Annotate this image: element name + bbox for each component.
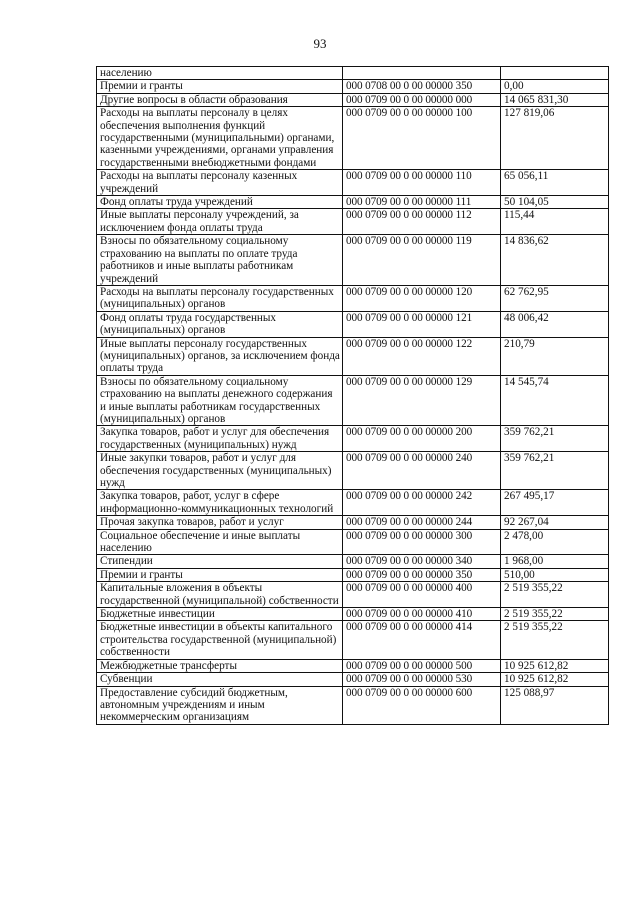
table-row [97, 490, 609, 516]
row-name-cell: Иные выплаты персоналу учреждений, за исключением фонда оплаты труда [97, 209, 343, 235]
row-name-cell: Субвенции [97, 673, 343, 686]
row-code-cell: 000 0708 00 0 00 00000 350 [343, 80, 501, 93]
budget-table-body [97, 67, 609, 725]
row-code-cell: 000 0709 00 0 00 00000 121 [343, 311, 501, 337]
row-code-cell: 000 0709 00 0 00 00000 120 [343, 285, 501, 311]
row-name-cell: Иные закупки товаров, работ и услуг для обеспечения государственных (муниципальных) нужд [97, 452, 343, 490]
table-row [97, 337, 609, 375]
table-row [97, 673, 609, 686]
row-amount-cell: 50 104,05 [501, 196, 609, 209]
row-amount-cell: 127 819,06 [501, 107, 609, 170]
table-row [97, 67, 609, 80]
table-row [97, 621, 609, 659]
row-code-cell: 000 0709 00 0 00 00000 244 [343, 516, 501, 529]
row-code-cell: 000 0709 00 0 00 00000 122 [343, 337, 501, 375]
row-code-cell: 000 0709 00 0 00 00000 200 [343, 426, 501, 452]
table-row [97, 582, 609, 608]
table-row [97, 426, 609, 452]
table-row [97, 375, 609, 426]
table-row [97, 311, 609, 337]
row-amount-cell: 14 545,74 [501, 375, 609, 426]
row-code-cell: 000 0709 00 0 00 00000 129 [343, 375, 501, 426]
row-code-cell: 000 0709 00 0 00 00000 100 [343, 107, 501, 170]
row-amount-cell: 2 519 355,22 [501, 608, 609, 621]
row-amount-cell: 92 267,04 [501, 516, 609, 529]
row-amount-cell: 10 925 612,82 [501, 673, 609, 686]
table-row [97, 170, 609, 196]
row-amount-cell: 2 478,00 [501, 529, 609, 555]
row-code-cell: 000 0709 00 0 00 00000 500 [343, 659, 501, 672]
table-row [97, 555, 609, 568]
row-name-cell: Взносы по обязательному социальному страхованию на выплаты по оплате труда работников и иные выплаты работникам учреждений [97, 235, 343, 286]
row-name-cell: Расходы на выплаты персоналу в целях обеспечения выполнения функций государственными (муниципальными) органами, казенными учреждениями, органами управления государственными внебюджетными фондами [97, 107, 343, 170]
row-amount-cell: 210,79 [501, 337, 609, 375]
row-amount-cell: 2 519 355,22 [501, 582, 609, 608]
row-name-cell: Фонд оплаты труда государственных (муниципальных) органов [97, 311, 343, 337]
table-row [97, 529, 609, 555]
row-name-cell: Бюджетные инвестиции [97, 608, 343, 621]
row-code-cell: 000 0709 00 0 00 00000 414 [343, 621, 501, 659]
row-code-cell: 000 0709 00 0 00 00000 240 [343, 452, 501, 490]
table-row [97, 285, 609, 311]
row-code-cell: 000 0709 00 0 00 00000 300 [343, 529, 501, 555]
row-name-cell: Другие вопросы в области образования [97, 93, 343, 106]
row-amount-cell: 14 836,62 [501, 235, 609, 286]
row-code-cell: 000 0709 00 0 00 00000 350 [343, 568, 501, 581]
table-row [97, 608, 609, 621]
row-name-cell: Закупка товаров, работ и услуг для обеспечения государственных (муниципальных) нужд [97, 426, 343, 452]
table-row [97, 107, 609, 170]
row-code-cell: 000 0709 00 0 00 00000 112 [343, 209, 501, 235]
row-amount-cell [501, 67, 609, 80]
row-code-cell: 000 0709 00 0 00 00000 530 [343, 673, 501, 686]
row-amount-cell: 359 762,21 [501, 452, 609, 490]
row-name-cell: Капитальные вложения в объекты государственной (муниципальной) собственности [97, 582, 343, 608]
row-code-cell: 000 0709 00 0 00 00000 410 [343, 608, 501, 621]
row-name-cell: Взносы по обязательному социальному страхованию на выплаты денежного содержания и иные выплаты работникам государственных (муниципальных) органов [97, 375, 343, 426]
table-row [97, 659, 609, 672]
row-name-cell: Иные выплаты персоналу государственных (муниципальных) органов, за исключением фонда оплаты труда [97, 337, 343, 375]
row-amount-cell: 115,44 [501, 209, 609, 235]
row-code-cell: 000 0709 00 0 00 00000 111 [343, 196, 501, 209]
row-amount-cell: 267 495,17 [501, 490, 609, 516]
row-code-cell [343, 67, 501, 80]
row-amount-cell: 65 056,11 [501, 170, 609, 196]
row-name-cell: Расходы на выплаты персоналу казенных учреждений [97, 170, 343, 196]
row-amount-cell: 62 762,95 [501, 285, 609, 311]
table-row [97, 516, 609, 529]
row-amount-cell: 125 088,97 [501, 686, 609, 724]
budget-table [96, 66, 609, 725]
row-amount-cell: 14 065 831,30 [501, 93, 609, 106]
row-name-cell: Бюджетные инвестиции в объекты капитального строительства государственной (муниципальной) собственности [97, 621, 343, 659]
table-row [97, 686, 609, 724]
row-amount-cell: 2 519 355,22 [501, 621, 609, 659]
row-amount-cell: 510,00 [501, 568, 609, 581]
row-name-cell: Закупка товаров, работ, услуг в сфере информационно-коммуникационных технологий [97, 490, 343, 516]
table-row [97, 235, 609, 286]
row-amount-cell: 0,00 [501, 80, 609, 93]
row-amount-cell: 10 925 612,82 [501, 659, 609, 672]
row-name-cell: Расходы на выплаты персоналу государственных (муниципальных) органов [97, 285, 343, 311]
table-row [97, 80, 609, 93]
page-number: 93 [313, 36, 327, 51]
table-row [97, 568, 609, 581]
row-code-cell: 000 0709 00 0 00 00000 000 [343, 93, 501, 106]
row-name-cell: населению [97, 67, 343, 80]
row-name-cell: Премии и гранты [97, 80, 343, 93]
row-name-cell: Стипендии [97, 555, 343, 568]
row-code-cell: 000 0709 00 0 00 00000 600 [343, 686, 501, 724]
row-amount-cell: 359 762,21 [501, 426, 609, 452]
table-row [97, 196, 609, 209]
table-row [97, 452, 609, 490]
row-name-cell: Социальное обеспечение и иные выплаты населению [97, 529, 343, 555]
row-name-cell: Предоставление субсидий бюджетным, автономным учреждениям и иным некоммерческим организациям [97, 686, 343, 724]
row-code-cell: 000 0709 00 0 00 00000 242 [343, 490, 501, 516]
table-row [97, 93, 609, 106]
row-name-cell: Прочая закупка товаров, работ и услуг [97, 516, 343, 529]
table-row [97, 209, 609, 235]
row-name-cell: Фонд оплаты труда учреждений [97, 196, 343, 209]
row-name-cell: Межбюджетные трансферты [97, 659, 343, 672]
row-code-cell: 000 0709 00 0 00 00000 119 [343, 235, 501, 286]
row-name-cell: Премии и гранты [97, 568, 343, 581]
row-amount-cell: 1 968,00 [501, 555, 609, 568]
row-code-cell: 000 0709 00 0 00 00000 340 [343, 555, 501, 568]
row-code-cell: 000 0709 00 0 00 00000 110 [343, 170, 501, 196]
row-amount-cell: 48 006,42 [501, 311, 609, 337]
row-code-cell: 000 0709 00 0 00 00000 400 [343, 582, 501, 608]
